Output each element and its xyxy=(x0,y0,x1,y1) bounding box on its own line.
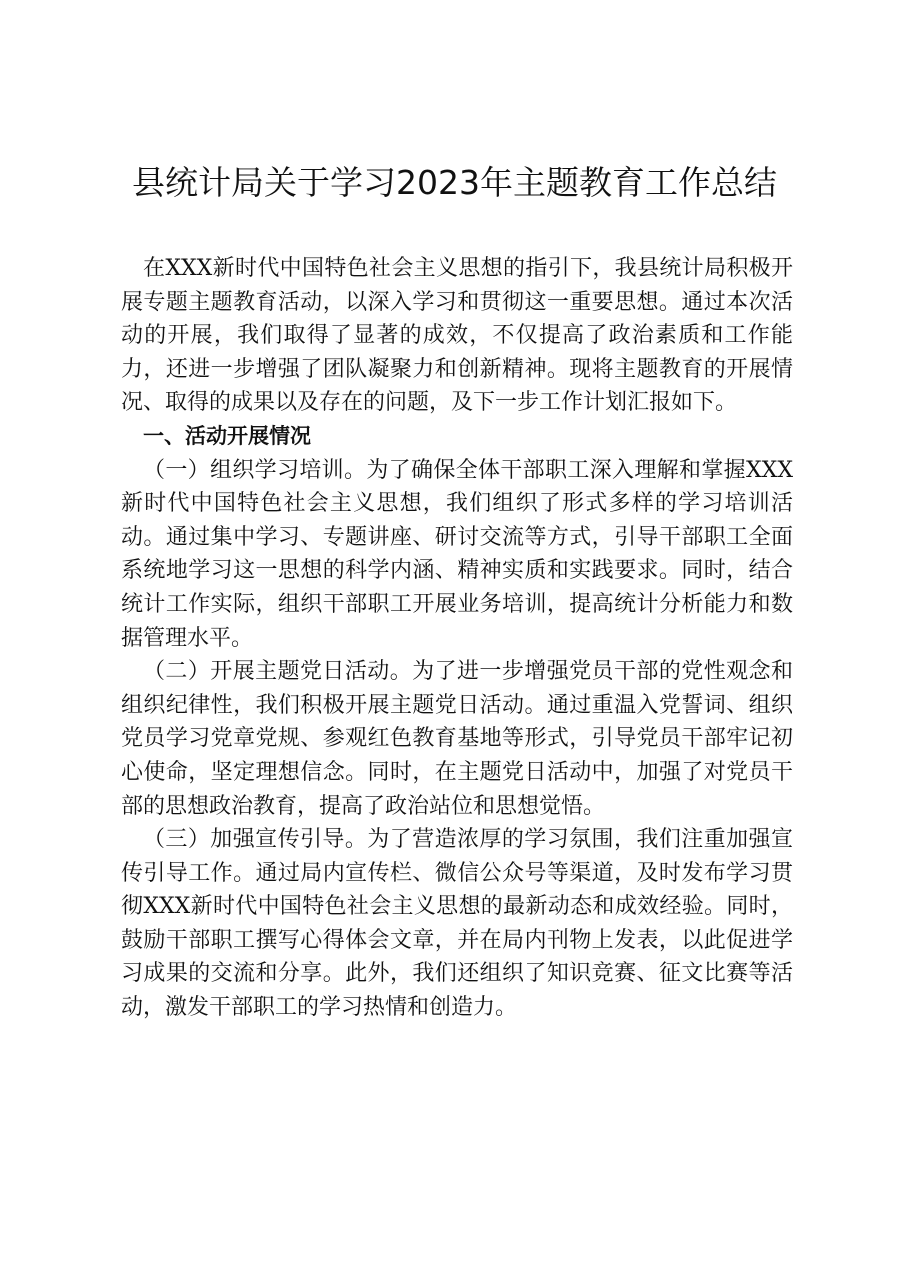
paragraph-publicity: （三）加强宣传引导。为了营造浓厚的学习氛围，我们注重加强宣传引导工作。通过局内宣传栏、微信公众号等渠道，及时发布学习贯彻XXX新时代中国特色社会主义思想的最新动态和成效经验。同时，鼓励干部职工撰写心得体会文章，并在局内刊物上发表，以此促进学习成果的交流和分享。此外，我们还组织了知识竞赛、征文比赛等活动，激发干部职工的学习热情和创造力。 xyxy=(121,827,793,1021)
paragraph-training: （一）组织学习培训。为了确保全体干部职工深入理解和掌握XXX新时代中国特色社会主义思想，我们组织了形式多样的学习培训活动。通过集中学习、专题讲座、研讨交流等方式，引导干部职工全面系统地学习这一思想的科学内涵、精神实质和实践要求。同时，结合统计工作实际，组织干部职工开展业务培训，提高统计分析能力和数据管理水平。 xyxy=(121,457,793,651)
document-body xyxy=(121,252,793,1025)
document-title: 县统计局关于学习2023年主题教育工作总结 xyxy=(132,163,777,202)
section-heading: 一、活动开展情况 xyxy=(143,423,311,448)
intro-paragraph: 在XXX新时代中国特色社会主义思想的指引下，我县统计局积极开展专题主题教育活动，以深入学习和贯彻这一重要思想。通过本次活动的开展，我们取得了显著的成效，不仅提高了政治素质和工作能力，还进一步增强了团队凝聚力和创新精神。现将主题教育的开展情况、取得的成果以及存在的问题，及下一步工作计划汇报如下。 xyxy=(121,256,793,416)
paragraph-party-day: （二）开展主题党日活动。为了进一步增强党员干部的党性观念和组织纪律性，我们积极开展主题党日活动。通过重温入党誓词、组织党员学习党章党规、参观红色教育基地等形式，引导党员干部牢记初心使命，坚定理想信念。同时，在主题党日活动中，加强了对党员干部的思想政治教育，提高了政治站位和思想觉悟。 xyxy=(121,659,793,819)
